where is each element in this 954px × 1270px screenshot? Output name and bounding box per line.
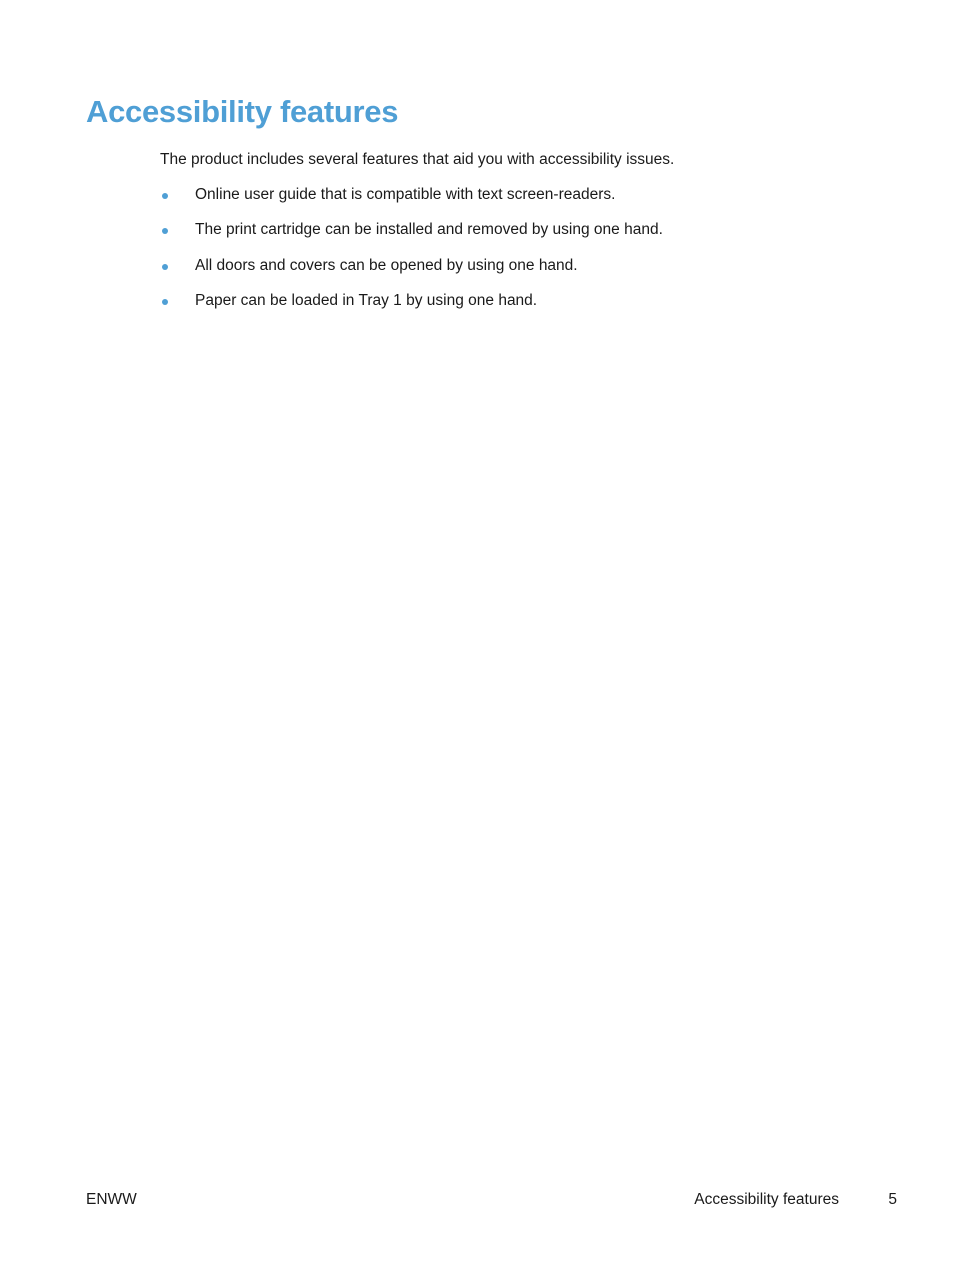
list-item-text: All doors and covers can be opened by using one hand. [195, 256, 578, 274]
bullet-icon [162, 264, 168, 270]
footer-section-title: Accessibility features [694, 1191, 839, 1208]
list-item-text: The print cartridge can be installed and removed by using one hand. [195, 221, 663, 239]
page-title: Accessibility features [86, 94, 399, 129]
footer-locale: ENWW [86, 1191, 137, 1208]
bullet-icon [162, 299, 168, 305]
bullet-icon [162, 193, 168, 199]
bullet-icon [162, 228, 168, 234]
list-item-text: Online user guide that is compatible with text screen-readers. [195, 186, 616, 203]
intro-paragraph: The product includes several features that aid you with accessibility issues. [160, 151, 675, 168]
list-item-text: Paper can be loaded in Tray 1 by using one hand. [195, 292, 538, 310]
footer-page-number: 5 [888, 1191, 897, 1208]
